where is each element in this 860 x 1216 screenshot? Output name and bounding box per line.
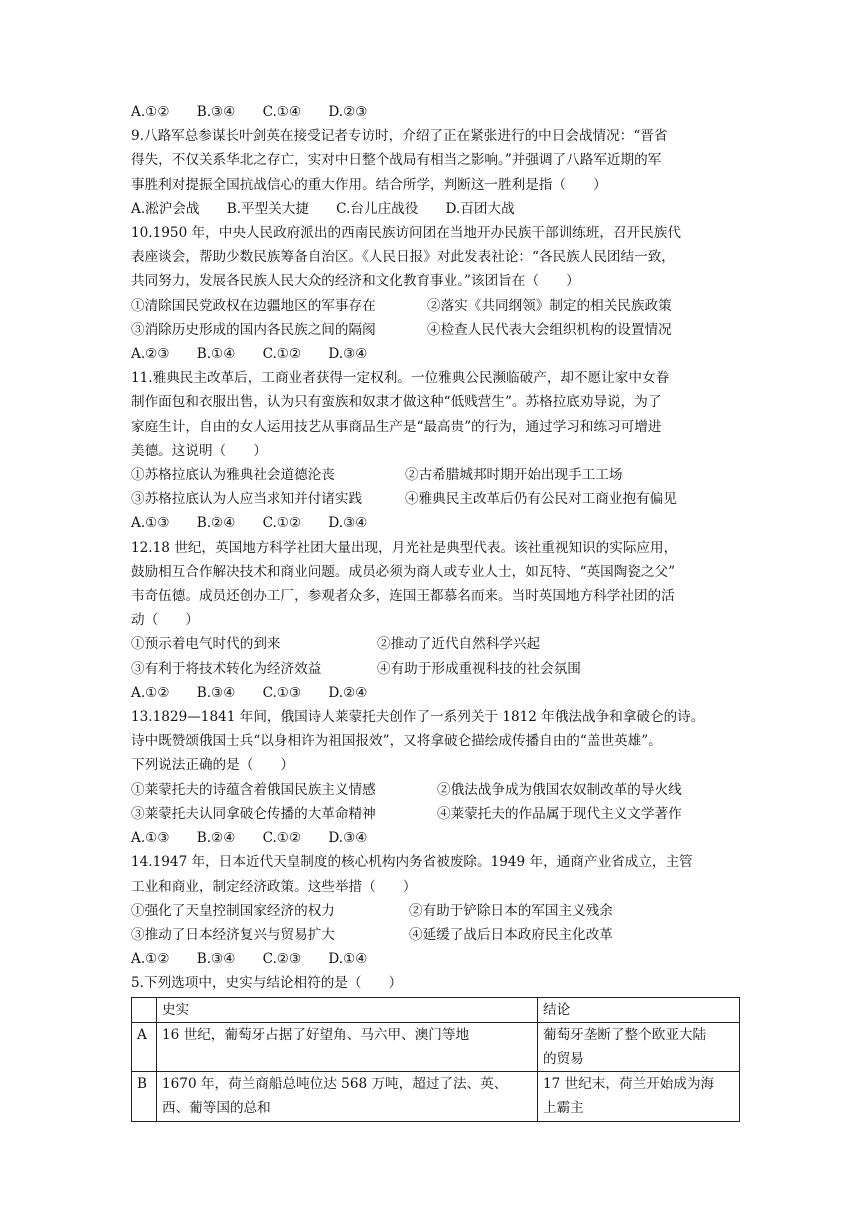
question-9 bbox=[131, 124, 741, 221]
q10-stem-line-2: 表座谈会，帮助少数民族筹备自治区。《人民日报》对此发表社论：“各民族人民团结一致， bbox=[131, 249, 675, 266]
q13-item-2: ②俄法战争成为俄国农奴制改革的导火线 bbox=[437, 781, 682, 798]
q9-options: A.淞沪会战 B.平型关大捷 C.台儿庄战役 D.百团大战 bbox=[131, 200, 515, 217]
q8-options: A.①② B.③④ C.①④ D.②③ bbox=[131, 104, 368, 120]
q13-item-1: ①莱蒙托夫的诗蕴含着俄国民族主义情感 bbox=[131, 781, 376, 798]
question-12 bbox=[131, 536, 741, 705]
q13-item-4: ④莱蒙托夫的作品属于现代主义文学著作 bbox=[437, 805, 682, 822]
q11-stem-line-3: 家庭生计，自由的女人运用技艺从事商品生产是“最高贵”的行为，通过学习和练习可增进 bbox=[131, 418, 662, 435]
q14-item-3: ③推动了日本经济复兴与贸易扩大 bbox=[131, 926, 335, 943]
q12-stem-line-3: 韦奇伍德。成员还创办工厂，参观者众多，连国王都慕名而来。当时英国地方科学社团的活 bbox=[131, 588, 675, 605]
row-b-conclusion bbox=[538, 1072, 740, 1121]
q13-item-3: ③莱蒙托夫认同拿破仑传播的大革命精神 bbox=[131, 805, 376, 822]
q15-stem: 5.下列选项中，史实与结论相符的是（ ） bbox=[131, 975, 403, 992]
q11-item-4: ④雅典民主改革后仍有公民对工商业抱有偏见 bbox=[405, 491, 677, 508]
q11-stem-line-2: 制作面包和衣服出售，认为只有蛮族和奴隶才做这种“低贱营生”。苏格拉底劝导说，为了 bbox=[131, 394, 662, 411]
question-13 bbox=[131, 705, 741, 850]
q9-stem-line-1: 9.八路军总参谋长叶剑英在接受记者专访时，介绍了正在紧张进行的中日会战情况：“晋省 bbox=[131, 128, 668, 145]
q9-stem-line-2: 得失，不仅关系华北之存亡，实对中日整个战局有相当之影响。”并强调了八路军近期的军 bbox=[131, 152, 662, 169]
row-a-conclusion-line-2: 的贸易 bbox=[543, 1050, 584, 1067]
table-header-fact: 史实 bbox=[157, 997, 538, 1022]
q14-item-1: ①强化了天皇控制国家经济的权力 bbox=[131, 902, 335, 919]
q11-item-2: ②古希腊城邦时期开始出现手工工场 bbox=[405, 467, 623, 484]
question-15 bbox=[131, 971, 741, 1121]
q11-stem-line-4: 美德。这说明（ ） bbox=[131, 442, 267, 459]
q14-options: A.①② B.③④ C.②③ D.①④ bbox=[131, 951, 368, 968]
row-a-fact-line-1: 16 世纪，葡萄牙占据了好望角、马六甲、澳门等地 bbox=[162, 1026, 470, 1043]
q12-item-4: ④有助于形成重视科技的社会氛围 bbox=[377, 660, 581, 677]
q10-item-1: ①清除国民党政权在边疆地区的军事存在 bbox=[131, 297, 376, 314]
q13-items-row-2 bbox=[131, 802, 741, 826]
question-10 bbox=[131, 221, 741, 366]
q12-stem-line-2: 鼓励相互合作解决技术和商业问题。成员必须为商人或专业人士，如瓦特、“英国陶瓷之父” bbox=[131, 563, 676, 580]
q10-item-3: ③消除历史形成的国内各民族之间的隔阂 bbox=[131, 321, 376, 338]
q10-stem-line-1: 10.1950 年，中央人民政府派出的西南民族访问团在当地开办民族干部训练班，召开民族代 bbox=[131, 225, 681, 242]
row-b-conclusion-line-2: 上霸主 bbox=[543, 1100, 584, 1117]
q13-stem-line-2: 诗中既赞颂俄国士兵“以身相许为祖国报效”，又将拿破仑描绘成传播自由的“盖世英雄”。 bbox=[131, 733, 662, 750]
row-b-conclusion-line-1: 17 世纪末，荷兰开始成为海 bbox=[543, 1076, 715, 1093]
q10-items-row-1 bbox=[131, 294, 741, 318]
row-a-fact bbox=[157, 1022, 538, 1071]
row-b-fact bbox=[157, 1072, 538, 1121]
table-row-a bbox=[132, 1022, 740, 1071]
row-b-fact-line-2: 西、葡等国的总和 bbox=[162, 1100, 271, 1117]
table-header-conclusion: 结论 bbox=[538, 997, 740, 1022]
q10-item-2: ②落实《共同纲领》制定的相关民族政策 bbox=[427, 297, 672, 314]
q13-options: A.①③ B.②④ C.①② D.③④ bbox=[131, 830, 368, 847]
q11-item-3: ③苏格拉底认为人应当求知并付诸实践 bbox=[131, 491, 363, 508]
q11-stem-line-1: 11.雅典民主改革后，工商业者获得一定权利。一位雅典公民濒临破产，却不愿让家中女眷 bbox=[131, 370, 670, 387]
q12-options: A.①② B.③④ C.①③ D.②④ bbox=[131, 684, 368, 701]
fact-conclusion-table bbox=[131, 997, 740, 1122]
q11-options: A.①③ B.②④ C.①② D.③④ bbox=[131, 515, 368, 532]
table-header-key bbox=[132, 997, 157, 1022]
q12-stem-line-1: 12.18 世纪，英国地方科学社团大量出现，月光社是典型代表。该社重视知识的实际应用， bbox=[131, 539, 678, 556]
q13-stem-line-1: 13.1829—1841 年间，俄国诗人莱蒙托夫创作了一系列关于 1812 年俄法战争和拿破仑的诗。 bbox=[131, 709, 705, 726]
q12-item-1: ①预示着电气时代的到来 bbox=[131, 636, 281, 653]
q14-items-row-2 bbox=[131, 923, 741, 947]
table-header-row bbox=[132, 997, 740, 1022]
question-11 bbox=[131, 366, 741, 535]
row-a-conclusion bbox=[538, 1022, 740, 1071]
q13-items-row-1 bbox=[131, 778, 741, 802]
q14-item-4: ④延缓了战后日本政府民主化改革 bbox=[409, 926, 613, 943]
row-a-key: A bbox=[132, 1022, 157, 1071]
q12-items-row-2 bbox=[131, 657, 741, 681]
row-b-key: B bbox=[132, 1072, 157, 1121]
q12-items-row-1 bbox=[131, 632, 741, 656]
q11-items-row-2 bbox=[131, 487, 741, 511]
exam-content bbox=[131, 100, 741, 1122]
q14-items-row-1 bbox=[131, 899, 741, 923]
q10-item-4: ④检查人民代表大会组织机构的设置情况 bbox=[427, 321, 672, 338]
row-a-conclusion-line-1: 葡萄牙垄断了整个欧亚大陆 bbox=[543, 1026, 707, 1043]
question-14 bbox=[131, 850, 741, 971]
q9-stem-line-3: 事胜利对提振全国抗战信心的重大作用。结合所学，判断这一胜利是指（ ） bbox=[131, 176, 607, 193]
q12-item-3: ③有利于将技术转化为经济效益 bbox=[131, 660, 322, 677]
q10-options: A.②③ B.①④ C.①② D.③④ bbox=[131, 346, 368, 363]
q13-stem-line-3: 下列说法正确的是（ ） bbox=[131, 757, 295, 774]
q10-items-row-2 bbox=[131, 318, 741, 342]
q11-items-row-1 bbox=[131, 463, 741, 487]
q12-stem-line-4: 动（ ） bbox=[131, 612, 199, 629]
q10-stem-line-3: 共同努力，发展各民族人民大众的经济和文化教育事业。”该团旨在（ ） bbox=[131, 273, 580, 290]
q12-item-2: ②推动了近代自然科学兴起 bbox=[377, 636, 541, 653]
q14-item-2: ②有助于铲除日本的军国主义残余 bbox=[409, 902, 613, 919]
row-b-fact-line-1: 1670 年，荷兰商船总吨位达 568 万吨，超过了法、英、 bbox=[162, 1076, 508, 1093]
q14-stem-line-1: 14.1947 年，日本近代天皇制度的核心机构内务省被废除。1949 年，通商产业省成立，主管 bbox=[131, 854, 693, 871]
q11-item-1: ①苏格拉底认为雅典社会道德沦丧 bbox=[131, 467, 335, 484]
q14-stem-line-2: 工业和商业，制定经济政策。这些举措（ ） bbox=[131, 878, 417, 895]
table-row-b bbox=[132, 1072, 740, 1121]
